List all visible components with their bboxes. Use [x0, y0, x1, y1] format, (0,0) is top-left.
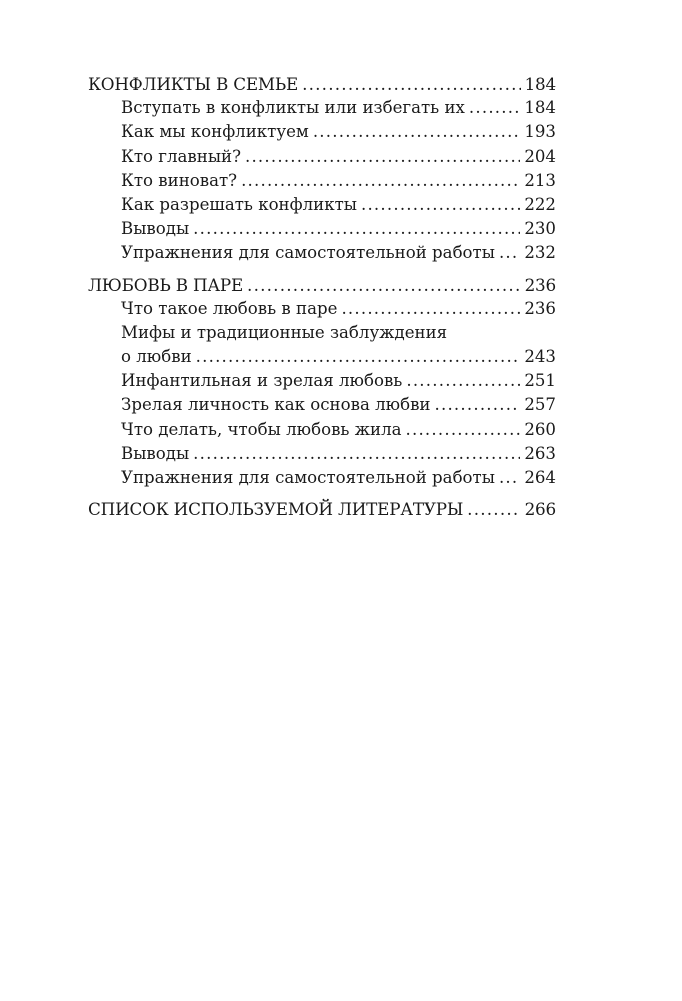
- toc-subentry-title: Кто главный?: [121, 146, 241, 166]
- toc-subentry[interactable]: [88, 145, 556, 169]
- toc-subentry[interactable]: [88, 297, 556, 321]
- toc-subentry[interactable]: [88, 418, 556, 442]
- toc-leader-dots: [361, 193, 520, 217]
- toc-leader-dots: [406, 418, 521, 442]
- toc-leader-dots: [241, 169, 520, 193]
- toc-leader-dots: [196, 345, 521, 369]
- toc-subentry[interactable]: [88, 193, 556, 217]
- toc-page-number: 260: [524, 419, 556, 439]
- toc-chapter-title: СПИСОК ИСПОЛЬЗУЕМОЙ ЛИТЕРАТУРЫ: [88, 499, 464, 520]
- toc-page-number: 266: [524, 499, 556, 520]
- toc-subentry[interactable]: [88, 466, 556, 490]
- toc-leader-dots: [193, 442, 520, 466]
- toc-page-number: 257: [524, 395, 556, 415]
- toc-subentry-title: Как разрешать конфликты: [121, 194, 357, 214]
- toc-subentry-title: Инфантильная и зрелая любовь: [121, 371, 403, 391]
- toc-leader-dots: [313, 120, 520, 144]
- toc-leader-dots: [341, 297, 520, 321]
- toc-page-number: 213: [524, 170, 556, 190]
- toc-leader-dots: [467, 497, 520, 521]
- table-of-contents: [88, 72, 556, 521]
- toc-leader-dots: [193, 217, 520, 241]
- toc-chapter-title: ЛЮБОВЬ В ПАРЕ: [88, 274, 244, 295]
- toc-subentry[interactable]: [88, 217, 556, 241]
- toc-subentry[interactable]: [88, 393, 556, 417]
- toc-subentry[interactable]: [88, 345, 556, 369]
- toc-page-number: 243: [524, 347, 556, 367]
- toc-page-number: 184: [524, 98, 556, 118]
- toc-leader-dots: [469, 96, 520, 120]
- toc-subentry-title: Как мы конфликтуем: [121, 122, 309, 142]
- toc-subentry[interactable]: [88, 120, 556, 144]
- toc-page-number: 236: [524, 298, 556, 318]
- toc-subentry-title: Выводы: [121, 443, 190, 463]
- toc-page-number: 184: [524, 74, 556, 94]
- toc-leader-dots: [245, 145, 520, 169]
- toc-subentry-title-line1[interactable]: Мифы и традиционные заблуждения: [121, 322, 448, 342]
- toc-subentry-title: Что делать, чтобы любовь жила: [121, 419, 402, 439]
- toc-page-number: 264: [524, 468, 556, 487]
- toc-subentry[interactable]: [88, 442, 556, 466]
- toc-leader-dots: [406, 369, 520, 393]
- toc-subentry-title: Выводы: [121, 219, 190, 239]
- toc-subentry-title: о любви: [121, 347, 192, 367]
- toc-page-number: 193: [524, 122, 556, 142]
- toc-chapter-title: КОНФЛИКТЫ В СЕМЬЕ: [88, 74, 299, 94]
- toc-subentry-title: Упражнения для самостоятельной работы: [121, 468, 495, 487]
- toc-page-number: 251: [524, 371, 556, 391]
- toc-leader-dots: [247, 273, 521, 297]
- toc-page-number: 232: [524, 243, 556, 263]
- toc-subentry-title: Вступать в конфликты или избегать их: [121, 98, 465, 118]
- toc-page-number: 236: [524, 274, 556, 295]
- toc-subentry[interactable]: [88, 169, 556, 193]
- toc-leader-dots: [499, 466, 520, 490]
- toc-subentry[interactable]: [88, 96, 556, 120]
- toc-subentry[interactable]: [88, 369, 556, 393]
- toc-chapter-entry[interactable]: [88, 72, 556, 96]
- toc-subentry-title: Что такое любовь в паре: [121, 298, 338, 318]
- toc-subentry-title: Кто виноват?: [121, 170, 238, 190]
- toc-subentry-title: Зрелая личность как основа любви: [121, 395, 431, 415]
- toc-page-number: 222: [524, 194, 556, 214]
- toc-section-conflicts: [88, 72, 556, 266]
- toc-section-bibliography: [88, 497, 556, 521]
- toc-leader-dots: [435, 393, 521, 417]
- toc-page-number: 204: [524, 146, 556, 166]
- toc-page-number: 263: [524, 443, 556, 463]
- toc-chapter-entry[interactable]: [88, 273, 556, 297]
- toc-leader-dots: [499, 241, 520, 265]
- toc-chapter-entry[interactable]: [88, 497, 556, 521]
- toc-section-love: [88, 273, 556, 491]
- toc-subentry[interactable]: [88, 241, 556, 265]
- toc-page-number: 230: [524, 219, 556, 239]
- toc-leader-dots: [302, 72, 520, 96]
- toc-subentry-title: Упражнения для самостоятельной работы: [121, 243, 495, 263]
